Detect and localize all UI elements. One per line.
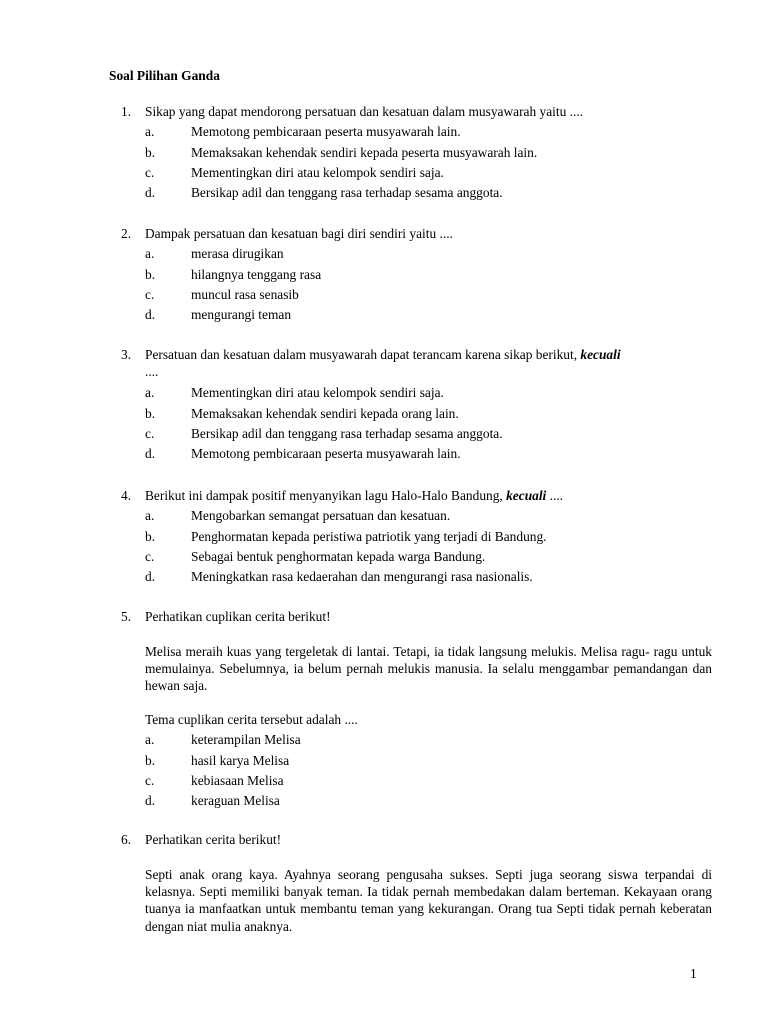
option-a: a. Mengobarkan semangat persatuan dan kesatuan. [145, 508, 451, 524]
question-text: Dampak persatuan dan kesatuan bagi diri sendiri yaitu .... [145, 226, 453, 241]
question-1 [0, 102, 768, 203]
question-number: 1. [121, 104, 132, 119]
option-b: b. hasil karya Melisa [145, 752, 290, 768]
option-d: d. Bersikap adil dan tenggang rasa terhadap sesama anggota. [145, 185, 503, 201]
emphasis-kecuali: kecuali [580, 347, 621, 362]
option-c: c. Bersikap adil dan tenggang rasa terhadap sesama anggota. [145, 425, 503, 441]
option-d: d. Memotong pembicaraan peserta musyawarah lain. [145, 446, 461, 462]
question-number: 5. [121, 609, 132, 624]
question-number: 4. [121, 488, 132, 503]
option-b: b. Memaksakan kehendak sendiri kepada orang lain. [145, 405, 459, 421]
option-c: c. Sebagai bentuk penghormatan kepada warga Bandung. [145, 548, 486, 564]
option-d: d. keraguan Melisa [145, 793, 280, 809]
option-b: b. Penghormatan kepada peristiwa patriotik yang terjadi di Bandung. [145, 528, 547, 544]
option-c: c. kebiasaan Melisa [145, 772, 284, 788]
question-2 [0, 224, 768, 325]
question-3 [0, 345, 768, 464]
page-number: 1 [690, 966, 697, 981]
option-a: a. merasa dirugikan [145, 246, 284, 262]
question-tail: .... [145, 364, 159, 380]
question-number: 6. [121, 832, 132, 847]
question-text: Perhatikan cuplikan cerita berikut! [145, 609, 331, 624]
question-5-choices [0, 710, 768, 811]
question-text: Berikut ini dampak positif menyanyikan lagu Halo-Halo Bandung, kecuali .... [145, 488, 564, 503]
option-b: b. hilangnya tenggang rasa [145, 266, 322, 282]
question-5 [0, 607, 768, 627]
option-b: b. Memaksakan kehendak sendiri kepada peserta musyawarah lain. [145, 144, 538, 160]
option-d: d. mengurangi teman [145, 307, 292, 323]
option-c: c. Mementingkan diri atau kelompok sendiri saja. [145, 164, 444, 180]
question-4 [0, 486, 768, 587]
question-text: Persatuan dan kesatuan dalam musyawarah dapat terancam karena sikap berikut, kecuali [145, 347, 621, 362]
story-passage: Septi anak orang kaya. Ayahnya seorang pengusaha sukses. Septi juga seorang siswa terpandai di kelasnya. Septi memiliki banyak teman. Ia tidak pernah membedakan dalam berteman. Kekayaan orang tuanya ia manfaatkan untuk membantu teman yang kekurangan. Orang tua Septi tidak pernah keberatan dengan niat mulia anaknya. [145, 867, 712, 934]
question-prompt: Tema cuplikan cerita tersebut adalah .... [145, 712, 358, 727]
emphasis-kecuali: kecuali [506, 488, 547, 503]
question-6 [0, 830, 768, 850]
option-a: a. Mementingkan diri atau kelompok sendiri saja. [145, 385, 444, 401]
question-text: Sikap yang dapat mendorong persatuan dan kesatuan dalam musyawarah yaitu .... [145, 104, 584, 119]
question-number: 3. [121, 347, 132, 362]
option-a: a. keterampilan Melisa [145, 732, 301, 748]
option-d: d. Meningkatkan rasa kedaerahan dan mengurangi rasa nasionalis. [145, 569, 533, 585]
story-passage: Melisa meraih kuas yang tergeletak di lantai. Tetapi, ia tidak langsung melukis. Melisa ragu- ragu untuk memulainya. Sebelumnya, ia belum pernah melukis manusia. Ia selalu menggambar pemandangan dan hewan saja. [145, 644, 712, 694]
option-a: a. Memotong pembicaraan peserta musyawarah lain. [145, 124, 461, 140]
question-text: Perhatikan cerita berikut! [145, 832, 282, 847]
option-c: c. muncul rasa senasib [145, 286, 299, 302]
page-title: Soal Pilihan Ganda [109, 68, 220, 83]
question-number: 2. [121, 226, 132, 241]
